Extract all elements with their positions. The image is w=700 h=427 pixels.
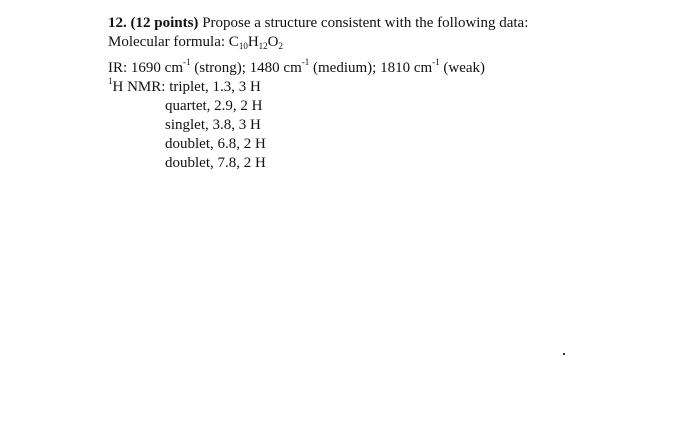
nmr-signal: quartet, 2.9, 2 H — [165, 98, 263, 114]
formula-value — [229, 34, 283, 50]
nmr-signal: doublet, 6.8, 2 H — [165, 136, 266, 152]
nmr-signal: singlet, 3.8, 3 H — [165, 117, 261, 133]
formula-label: Molecular formula: — [108, 34, 226, 50]
question-number: 12. — [108, 15, 127, 31]
nmr-first-line — [108, 78, 668, 97]
ir-peak: 1810 $cm^{-1}$ (weak) — [380, 57, 486, 76]
formula-carbon-count: 10 — [238, 41, 248, 51]
formula-oxygen: O — [267, 34, 279, 50]
nmr-signal: doublet, 7.8, 2 H — [165, 155, 266, 171]
ir-label: IR: — [108, 60, 128, 76]
nmr-label: $^1$H NMR: — [108, 76, 166, 95]
formula-carbon: C — [228, 34, 239, 50]
nmr-signal: triplet, 1.3, 3 H — [169, 79, 261, 95]
stray-mark — [563, 353, 565, 355]
question-heading — [108, 14, 668, 33]
nmr-signal-list — [165, 97, 668, 173]
molecular-formula-line — [108, 33, 668, 52]
question-prompt: Propose a structure consistent with the following data: — [202, 15, 529, 31]
question-points: (12 points) — [130, 15, 199, 31]
formula-hydrogen-count: 12 — [258, 41, 268, 51]
ir-peak: 1480 $cm^{-1}$ (medium); — [249, 57, 377, 76]
formula-oxygen-count: 2 — [278, 41, 283, 51]
formula-hydrogen: H — [247, 34, 259, 50]
ir-data-line — [108, 59, 668, 78]
ir-peak: 1690 $cm^{-1}$ (strong); — [130, 57, 246, 76]
question-block — [108, 14, 668, 173]
